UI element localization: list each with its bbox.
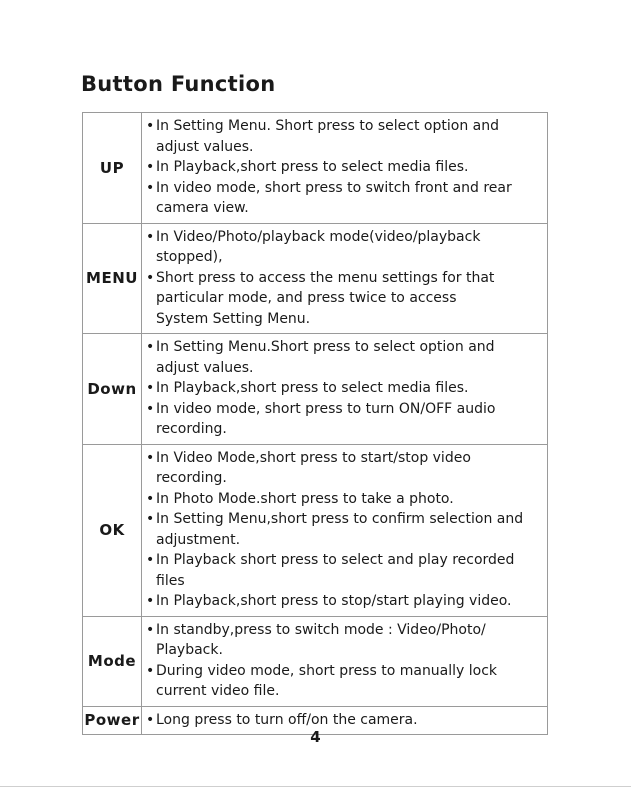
button-name: OK xyxy=(83,444,142,616)
item-text: During video mode, short press to manually lock current video file. xyxy=(156,662,498,699)
list-item xyxy=(146,620,543,661)
button-description xyxy=(142,444,548,616)
button-name: UP xyxy=(83,113,142,224)
button-description xyxy=(142,113,548,224)
list-item xyxy=(146,399,543,440)
bullet-icon: • xyxy=(146,511,155,527)
list-item xyxy=(146,337,543,378)
list-item xyxy=(146,550,543,591)
bullet-icon: • xyxy=(146,490,155,507)
list-item xyxy=(146,509,543,550)
list-item xyxy=(146,268,543,330)
item-text: In Setting Menu,short press to confirm selection and adjustment. xyxy=(156,511,524,548)
item-text: In Playback short press to select and play recorded files xyxy=(156,552,515,589)
bullet-icon: • xyxy=(146,662,155,679)
button-name: MENU xyxy=(83,223,142,334)
bullet-icon: • xyxy=(146,228,155,245)
item-text: Long press to turn off/on the camera. xyxy=(156,711,418,728)
list-item xyxy=(146,448,543,489)
page-number: 4 xyxy=(310,728,321,746)
bullet-icon: • xyxy=(146,593,155,609)
item-text: In standby,press to switch mode : Video/Photo/ Playback. xyxy=(156,621,486,658)
item-text: In video mode, short press to switch front and rear camera view. xyxy=(156,179,512,216)
section-title: Button Function xyxy=(81,72,276,96)
item-text: Short press to access the menu settings for that particular mode, and press twice to access System Setting Menu. xyxy=(156,269,495,327)
list-item xyxy=(146,378,543,399)
table-row xyxy=(83,334,548,445)
item-text: In Video Mode,short press to start/stop video recording. xyxy=(156,449,471,486)
button-description xyxy=(142,223,548,334)
list-item xyxy=(146,710,543,731)
list-item xyxy=(146,157,543,178)
bullet-icon: • xyxy=(146,711,155,728)
bullet-icon: • xyxy=(146,380,155,396)
bullet-icon: • xyxy=(146,269,155,286)
list-item xyxy=(146,661,543,702)
table-row xyxy=(83,616,548,706)
button-description xyxy=(142,334,548,445)
button-name: Power xyxy=(83,706,142,735)
table-row xyxy=(83,223,548,334)
button-description xyxy=(142,616,548,706)
list-item xyxy=(146,591,543,612)
page-bottom-rule xyxy=(0,786,631,787)
item-text: In Setting Menu. Short press to select option and adjust values. xyxy=(156,118,499,155)
bullet-icon: • xyxy=(146,552,155,568)
list-item xyxy=(146,489,543,510)
item-text: In Playback,short press to stop/start playing video. xyxy=(156,593,512,609)
item-text: In Playback,short press to select media files. xyxy=(156,380,469,396)
bullet-icon: • xyxy=(146,179,155,196)
bullet-icon: • xyxy=(146,339,155,355)
item-text: In Photo Mode.short press to take a photo. xyxy=(156,490,454,507)
bullet-icon: • xyxy=(146,449,155,466)
table-row xyxy=(83,113,548,224)
button-name: Down xyxy=(83,334,142,445)
list-item xyxy=(146,178,543,219)
bullet-icon: • xyxy=(146,159,155,175)
bullet-icon: • xyxy=(146,118,155,134)
item-text: In Setting Menu.Short press to select option and adjust values. xyxy=(156,339,495,376)
item-text: In video mode, short press to turn ON/OFF audio recording. xyxy=(156,400,496,437)
list-item xyxy=(146,227,543,268)
item-text: In Video/Photo/playback mode(video/playback stopped), xyxy=(156,228,481,265)
table-row xyxy=(83,444,548,616)
item-text: In Playback,short press to select media files. xyxy=(156,159,469,175)
bullet-icon: • xyxy=(146,400,155,417)
bullet-icon: • xyxy=(146,621,155,638)
list-item xyxy=(146,116,543,157)
button-function-table xyxy=(82,112,548,735)
button-name: Mode xyxy=(83,616,142,706)
